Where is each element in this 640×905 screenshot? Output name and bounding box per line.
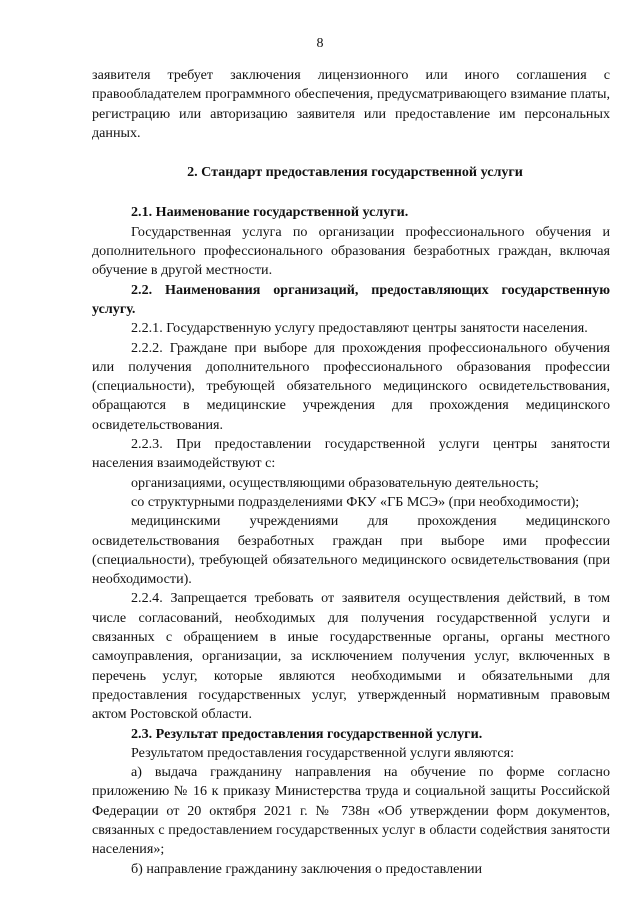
paragraph-2-3: Результатом предоставления государственной услуги являются:	[131, 744, 515, 761]
list-item-medical-institutions: медицинскими учреждениями для прохождения медицинского освидетельствования безработных граждан при выборе ими профессии (специальности), требующей обязательного медицинского освидетельствования (при необходимости).	[92, 513, 610, 588]
paragraph-2-2-4: 2.2.4. Запрещается требовать от заявителя осуществления действий, в том числе согласований, необходимых для получения государственной услуги и связанных с обращением в иные государственные органы, органы местного самоуправления, организации, за исключением получения услуг, включенных в перечень услуг, которые являются необходимыми и обязательными для предоставления государственных услуг, утвержденный нормативным правовым актом Ростовской области.	[92, 590, 610, 723]
list-item-educational-orgs: организациями, осуществляющими образовательную деятельность;	[131, 474, 539, 491]
paragraph-2-2-2: 2.2.2. Граждане при выборе для прохождения профессионального обучения или получения дополнительного профессионального образования профессии (специальности), требующей обязательного медицинского освидетельствования, обращаются в медицинские учреждения для прохождения медицинского освидетельствования.	[92, 339, 610, 433]
paragraph-intro-continuation: заявителя требует заключения лицензионного или иного соглашения с правообладателем программного обеспечения, предусматривающего взимание платы, регистрацию или авторизацию заявителя или предоставление им персональных данных.	[92, 67, 610, 141]
list-item-fku-gb-mse: со структурными подразделениями ФКУ «ГБ МСЭ» (при необходимости);	[131, 493, 580, 510]
paragraph-2-2-3: 2.2.3. При предоставлении государственной услуги центры занятости населения взаимодействуют с:	[92, 436, 610, 472]
list-item-b: б) направление гражданину заключения о предоставлении	[131, 860, 483, 877]
paragraph-2-1: Государственная услуга по организации профессионального обучения и дополнительного профессионального образования безработных граждан, включая обучение в другой местности.	[92, 223, 610, 279]
heading-2-1: 2.1. Наименование государственной услуги.	[131, 204, 409, 221]
document-body	[92, 66, 610, 879]
paragraph-2-2-1: 2.2.1. Государственную услугу предоставляют центры занятости населения.	[131, 320, 588, 337]
heading-2-2: 2.2. Наименования организаций, предоставляющих государственную услугу.	[92, 281, 610, 317]
list-item-a: а) выдача гражданину направления на обучение по форме согласно приложению № 16 к приказу Министерства труда и социальной защиты Российской Федерации от 20 октября 2021 г. № 738н «Об утверждении форм документов, связанных с предоставлением государственных услуг в области содействия занятости населения»;	[92, 764, 610, 858]
heading-2-3: 2.3. Результат предоставления государственной услуги.	[131, 725, 483, 742]
section-title: 2. Стандарт предоставления государственной услуги	[187, 164, 523, 181]
page-number: 8	[316, 36, 324, 51]
